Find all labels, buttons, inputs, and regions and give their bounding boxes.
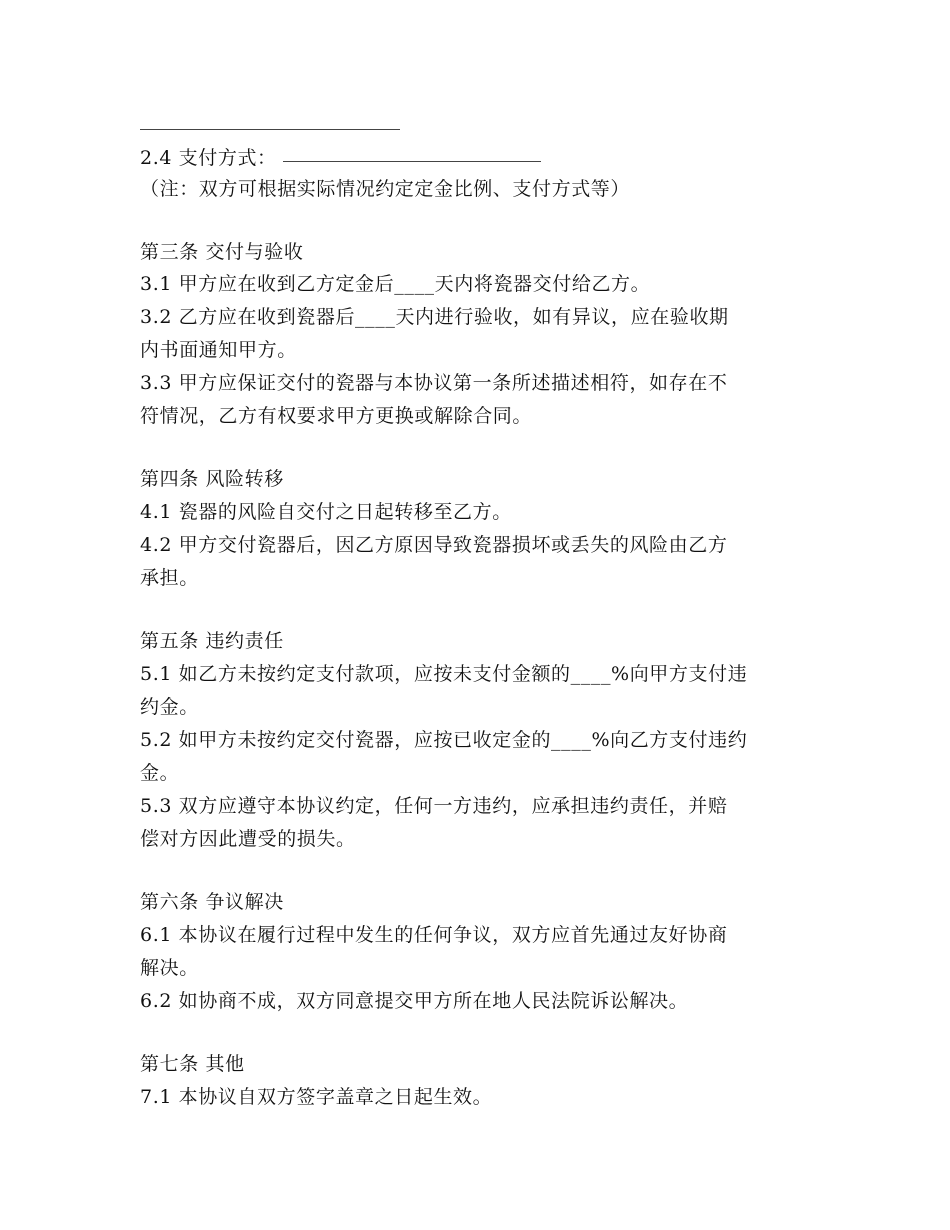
clause-5-2-line-2: 金。 — [140, 762, 180, 784]
clause-4-2-line-1: 4.2 甲方交付瓷器后，因乙方原因导致瓷器损坏或丢失的风险由乙方 — [140, 534, 728, 556]
clause-5-2-line-1: 5.2 如甲方未按约定交付瓷器，应按已收定金的____%向乙方支付违约 — [140, 729, 748, 751]
clause-2-4 — [140, 146, 541, 170]
clause-4-2-line-2: 承担。 — [140, 567, 199, 589]
clause-5-3-line-2: 偿对方因此遭受的损失。 — [140, 828, 356, 850]
clause-5-1-line-1: 5.1 如乙方未按约定支付款项，应按未支付金额的____%向甲方支付违 — [140, 663, 748, 685]
clause-5-3-line-1: 5.3 双方应遵守本协议约定，任何一方违约，应承担违约责任，并赔 — [140, 795, 728, 817]
clause-6-1-line-1: 6.1 本协议在履行过程中发生的任何争议，双方应首先通过友好协商 — [140, 924, 728, 946]
clause-2-4-label: 2.4 支付方式： — [140, 147, 277, 169]
payment-method-blank — [283, 160, 541, 162]
clause-3-1: 3.1 甲方应在收到乙方定金后____天内将瓷器交付给乙方。 — [140, 273, 651, 295]
clause-6-2: 6.2 如协商不成，双方同意提交甲方所在地人民法院诉讼解决。 — [140, 990, 689, 1012]
article-6-heading: 第六条 争议解决 — [140, 891, 284, 913]
clause-7-1: 7.1 本协议自双方签字盖章之日起生效。 — [140, 1086, 493, 1108]
clause-4-1: 4.1 瓷器的风险自交付之日起转移至乙方。 — [140, 501, 512, 523]
clause-3-2-line-1: 3.2 乙方应在收到瓷器后____天内进行验收，如有异议，应在验收期 — [140, 306, 729, 328]
clause-3-3-line-1: 3.3 甲方应保证交付的瓷器与本协议第一条所述描述相符，如存在不 — [140, 372, 728, 394]
article-4-heading: 第四条 风险转移 — [140, 468, 284, 490]
top-fill-line — [140, 129, 400, 130]
article-3-heading: 第三条 交付与验收 — [140, 241, 304, 263]
clause-3-3-line-2: 符情况，乙方有权要求甲方更换或解除合同。 — [140, 405, 533, 427]
note-line: （注：双方可根据实际情况约定定金比例、支付方式等） — [140, 178, 631, 200]
clause-6-1-line-2: 解决。 — [140, 957, 199, 979]
article-7-heading: 第七条 其他 — [140, 1053, 245, 1075]
article-5-heading: 第五条 违约责任 — [140, 630, 284, 652]
clause-5-1-line-2: 约金。 — [140, 696, 199, 718]
clause-3-2-line-2: 内书面通知甲方。 — [140, 339, 297, 361]
